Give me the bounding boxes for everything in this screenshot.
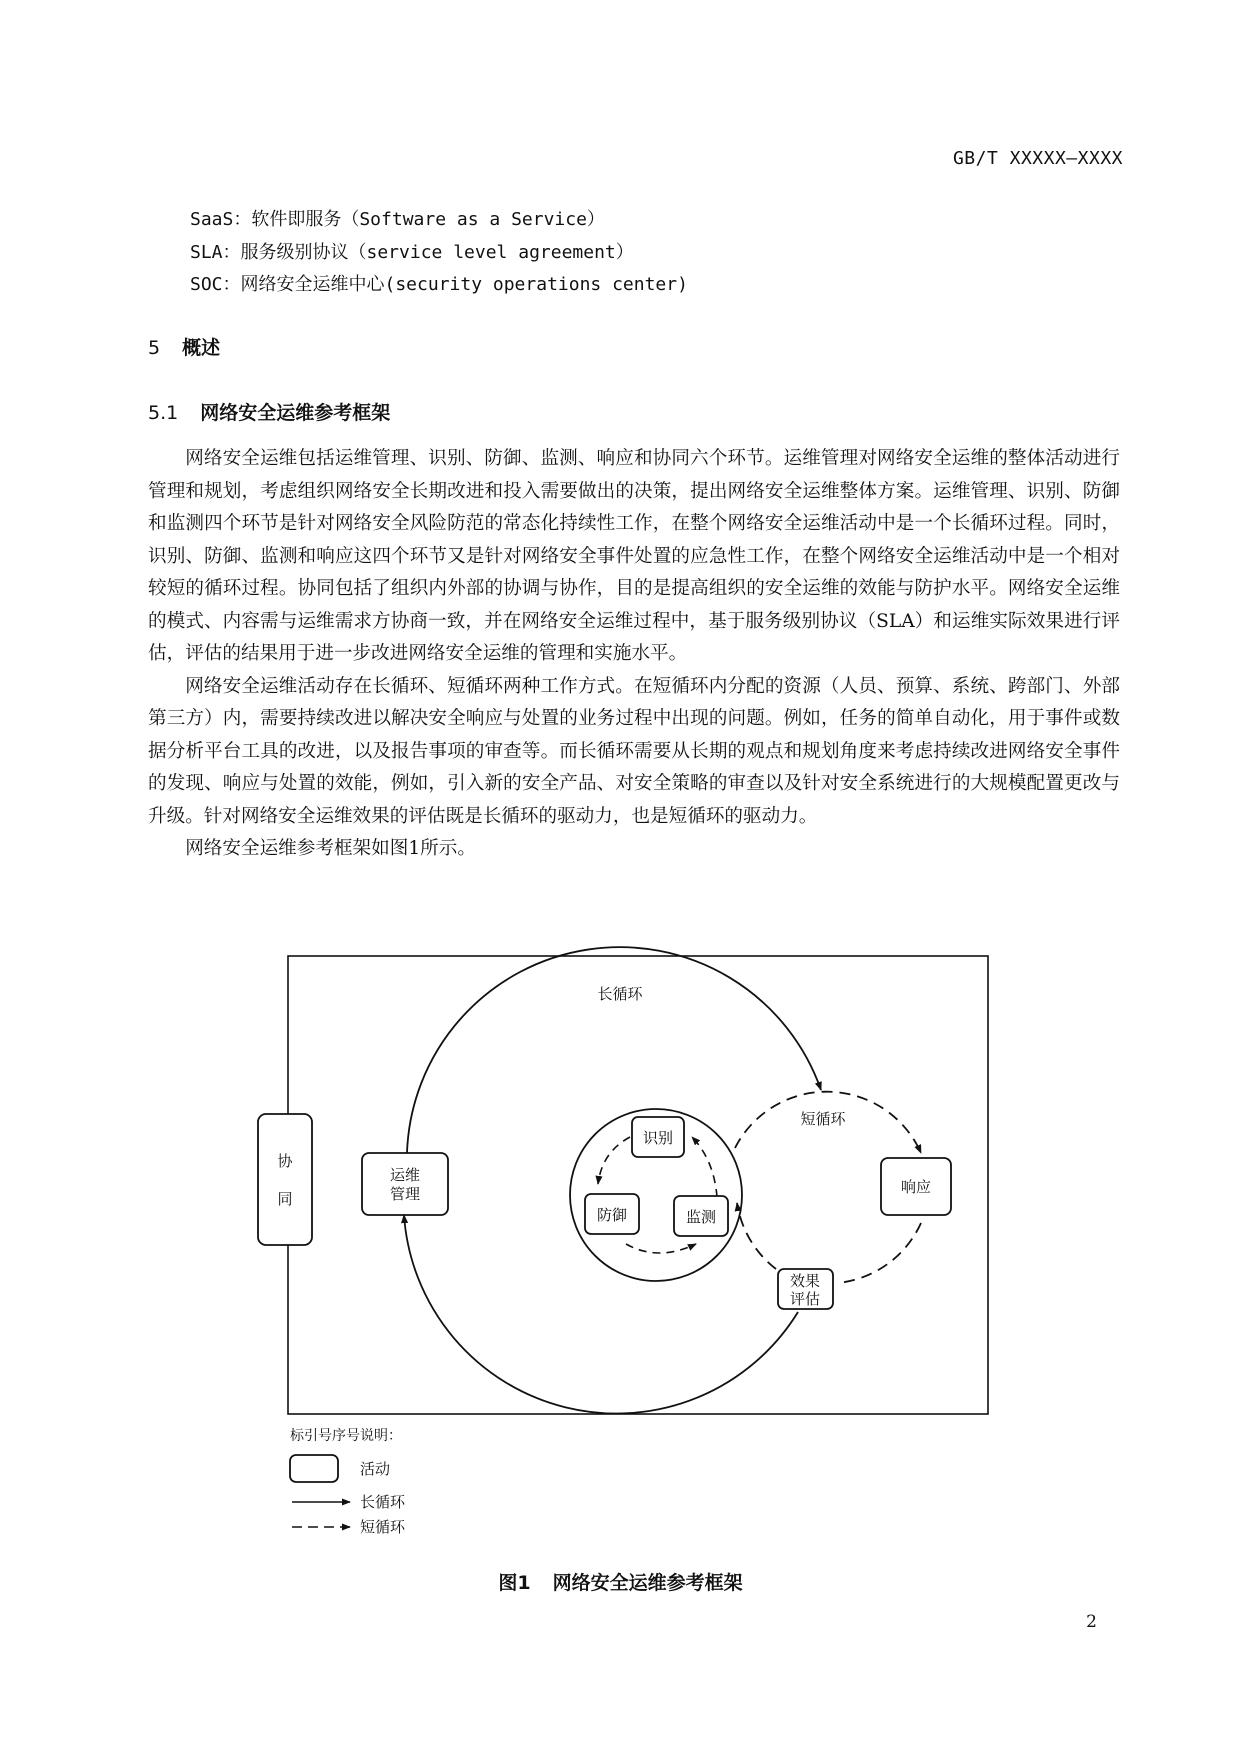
collaborate-label-2: 同 — [277, 1190, 293, 1208]
abbreviation-soc: SOC：网络安全运维中心(security operations center) — [190, 274, 688, 295]
inner-arrow-monitor-to-identify — [692, 1137, 717, 1197]
abbreviation-sla: SLA：服务级别协议（service level agreement） — [190, 241, 634, 263]
inner-arrow-defend-to-monitor — [626, 1244, 696, 1253]
legend-activity-label: 活动 — [360, 1460, 391, 1478]
evaluation-label-2: 评估 — [789, 1290, 821, 1308]
paragraph-1: 网络安全运维包括运维管理、识别、防御、监测、响应和协同六个环节。运维管理对网络安全运维的整体活动进行管理和规划，考虑组织网络安全长期改进和投入需要做出的决策，提出网络安全运维整体方案。运维管理、识别、防御和监测四个环节是针对网络安全风险防范的常态化持续性工作，在整个网络安全运维活动中是一个长循环过程。同时，识别、防御、监测和响应这四个环节又是针对网络安全事件处置的应急性工作，在整个网络安全运维活动中是一个相对较短的循环过程。协同包括了组织内外部的协调与协作，目的是提高组织的安全运维的效能与防护水平。网络安全运维的模式、内容需与运维需求方协商一致，并在网络安全运维过程中，基于服务级别协议（SLA）和运维实际效果进行评估，评估的结果用于进一步改进网络安全运维的管理和实施水平。 — [148, 448, 1120, 664]
collaborate-box — [258, 1114, 312, 1245]
respond-label: 响应 — [900, 1178, 932, 1196]
short-loop-arc-left — [737, 1203, 776, 1269]
page-number: 2 — [1086, 1612, 1097, 1632]
identify-label: 识别 — [642, 1129, 674, 1147]
short-loop-label: 短循环 — [800, 1110, 846, 1128]
long-loop-label: 长循环 — [597, 985, 643, 1003]
defend-label: 防御 — [596, 1206, 628, 1224]
inner-arrow-identify-to-defend — [598, 1137, 630, 1184]
legend-short-loop-label: 短循环 — [360, 1518, 406, 1536]
section-5-1-number: 5.1 — [148, 402, 179, 424]
abbreviation-saas: SaaS：软件即服务（Software as a Service） — [190, 209, 605, 230]
paragraph-3: 网络安全运维参考框架如图1所示。 — [185, 838, 476, 859]
section-5-title: 概述 — [182, 337, 221, 359]
figure-number: 图1 — [498, 1572, 531, 1594]
figure-caption — [0, 1568, 1241, 1595]
paragraph-2: 网络安全运维活动存在长循环、短循环两种工作方式。在短循环内分配的资源（人员、预算、系统、跨部门、外部第三方）内，需要持续改进以解决安全响应与处置的业务过程中出现的问题。例如，任务的简单自动化，用于事件或数据分析平台工具的改进，以及报告事项的审查等。而长循环需要从长期的观点和规划角度来考虑持续改进网络安全事件的发现、响应与处置的效能，例如，引入新的安全产品、对安全策略的审查以及针对安全系统进行的大规模配置更改与升级。针对网络安全运维效果的评估既是长循环的驱动力，也是短循环的驱动力。 — [148, 675, 1120, 827]
section-5-number: 5 — [148, 337, 161, 359]
monitor-label: 监测 — [685, 1208, 717, 1226]
section-5-1-title: 网络安全运维参考框架 — [200, 402, 391, 424]
evaluation-label-1: 效果 — [789, 1272, 821, 1290]
ops-management-label-1: 运维 — [389, 1166, 421, 1184]
short-loop-arc-right — [838, 1223, 921, 1283]
legend-long-loop-label: 长循环 — [360, 1493, 406, 1511]
figure-title: 网络安全运维参考框架 — [552, 1572, 743, 1594]
long-loop-arc-bottom — [404, 1215, 798, 1414]
ops-management-box — [362, 1153, 448, 1215]
long-loop-arc-top — [407, 947, 821, 1153]
legend-title: 标引号序号说明： — [290, 1428, 402, 1444]
collaborate-label-1: 协 — [277, 1152, 293, 1170]
legend-activity-box — [290, 1455, 338, 1482]
document-code: GB/T XXXXX—XXXX — [952, 148, 1123, 169]
ops-management-label-2: 管理 — [389, 1185, 421, 1203]
